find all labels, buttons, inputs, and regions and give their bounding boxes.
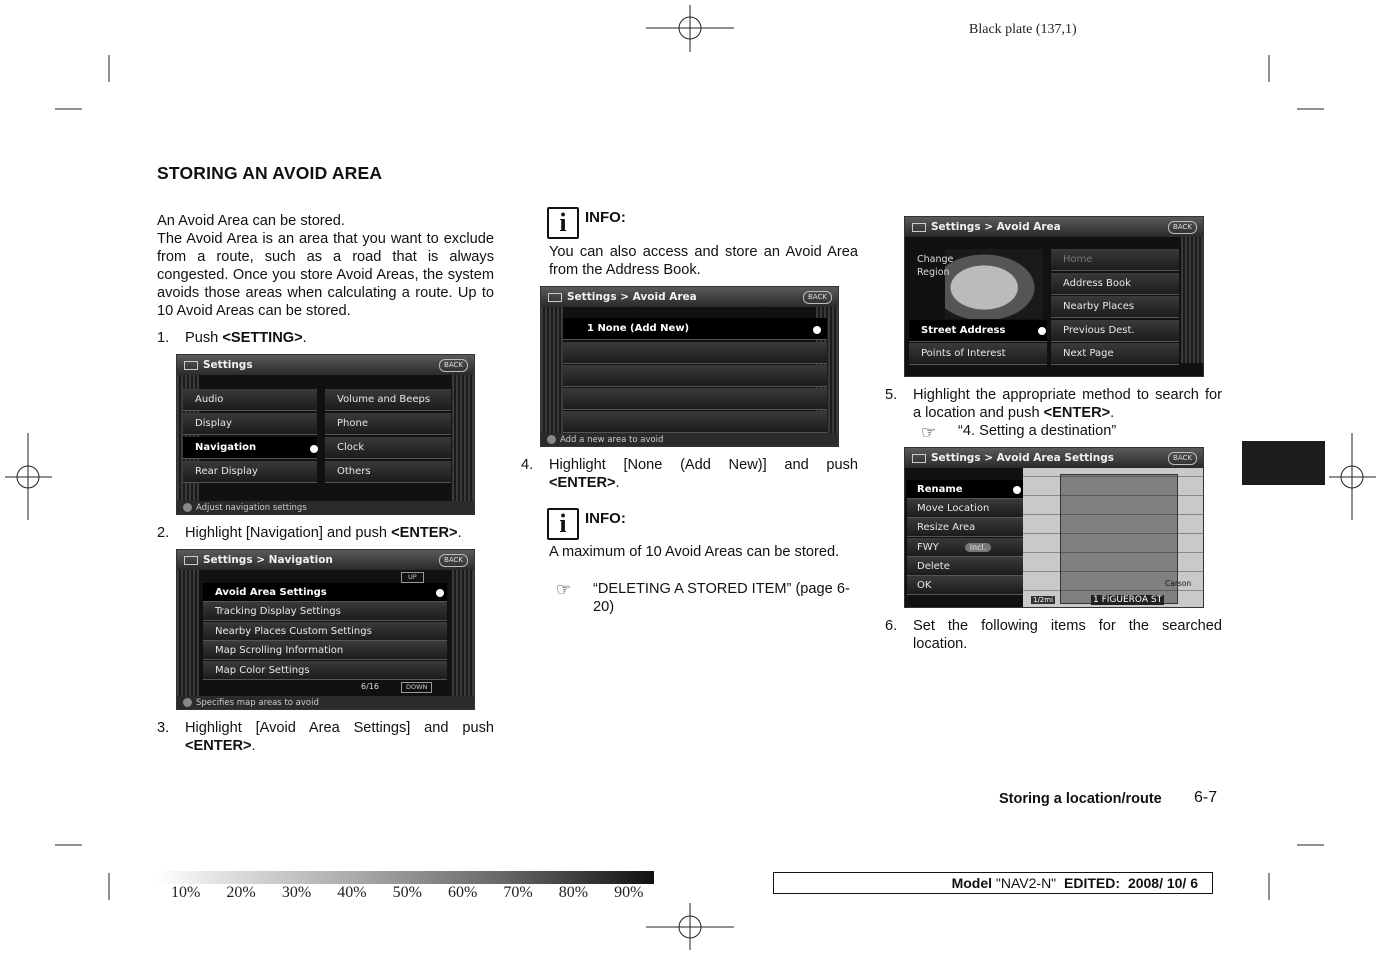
key-label: <ENTER> xyxy=(185,738,252,754)
screen-footer xyxy=(177,501,474,514)
selection-dot xyxy=(1038,327,1046,335)
dial-graphic xyxy=(1181,237,1203,363)
info-text-1: You can also access and store an Avoid Area from the Address Book. xyxy=(549,244,858,278)
screen-title: Settings > Avoid Area xyxy=(567,291,697,303)
section-title: STORING AN AVOID AREA xyxy=(157,163,383,183)
dial-graphic xyxy=(541,307,563,433)
page-indicator: 6/16 xyxy=(361,682,379,691)
reference-text: “4. Setting a destination” xyxy=(958,423,1117,439)
info-icon: i xyxy=(547,207,579,239)
step-text: Highlight [None (Add New)] and push xyxy=(549,457,858,473)
delete-item[interactable]: Delete xyxy=(907,557,1023,576)
footer-hint: Add a new area to avoid xyxy=(560,434,664,445)
scroll-up-button[interactable]: UP xyxy=(401,572,424,583)
list-item-avoid-area[interactable]: Avoid Area Settings xyxy=(203,583,447,602)
ramp-label: 60% xyxy=(447,884,478,901)
step-4 xyxy=(521,456,858,492)
screen-footer xyxy=(177,696,474,709)
back-button[interactable]: BACK xyxy=(1168,221,1197,234)
avoid-area-screen xyxy=(540,286,839,447)
step-text: Push xyxy=(185,330,223,346)
screen-title: Settings xyxy=(203,359,253,371)
menu-icon xyxy=(184,556,198,565)
step-punct: . xyxy=(251,738,256,754)
step-number: 3. xyxy=(157,720,170,736)
place-label: Carson xyxy=(1165,579,1192,588)
ramp-label: 80% xyxy=(558,884,589,901)
nearby-places-item[interactable]: Nearby Places xyxy=(1051,296,1179,318)
change-region-button[interactable]: Change Region xyxy=(917,254,954,278)
step-3 xyxy=(157,719,494,755)
screen-header xyxy=(541,287,838,307)
key-label: <ENTER> xyxy=(549,475,616,491)
map-scale: 1/2mi xyxy=(1033,596,1054,604)
selection-dot xyxy=(436,589,444,597)
street-address-item[interactable]: Street Address xyxy=(909,320,1047,342)
selection-dot xyxy=(310,445,318,453)
step-text: Highlight [Avoid Area Settings] and push xyxy=(185,720,494,736)
back-button[interactable]: BACK xyxy=(1168,452,1197,465)
dial-graphic xyxy=(452,375,474,501)
resize-area-item[interactable]: Resize Area xyxy=(907,518,1023,537)
plate-label: Black plate (137,1) xyxy=(969,22,1077,37)
step-2 xyxy=(157,524,494,542)
previous-dest-item[interactable]: Previous Dest. xyxy=(1051,320,1179,342)
screen-header xyxy=(177,355,474,375)
info-icon xyxy=(547,435,556,444)
list-item[interactable]: Tracking Display Settings xyxy=(203,602,447,621)
info-icon: i xyxy=(547,508,579,540)
model-label: Model xyxy=(951,875,993,891)
ramp-label: 10% xyxy=(171,884,201,901)
step-1 xyxy=(157,329,494,347)
step-number: 4. xyxy=(521,457,534,473)
fwy-toggle[interactable]: incl. xyxy=(965,543,991,552)
menu-item-clock[interactable]: Clock xyxy=(325,437,451,459)
intro-body: The Avoid Area is an area that you want to exclude from a route, such as a road that is always congested. Once you store Avoid Areas, the system avoids those areas when calculating a route. Up to 10 Avoid Areas can be stored. xyxy=(157,231,494,319)
key-label: <ENTER> xyxy=(391,525,458,541)
footer-hint: Specifies map areas to avoid xyxy=(196,697,319,708)
ramp-label: 30% xyxy=(281,884,312,901)
step-number: 2. xyxy=(157,525,170,541)
dial-graphic xyxy=(452,570,474,696)
step-text: Set the following items for the searched location. xyxy=(913,618,1222,652)
screen-title: Settings > Avoid Area xyxy=(931,221,1061,233)
ok-item[interactable]: OK xyxy=(907,576,1023,595)
step-text: Highlight the appropriate method to search for a location and push xyxy=(913,387,1222,421)
ramp-label: 20% xyxy=(226,884,256,901)
menu-item-phone[interactable]: Phone xyxy=(325,413,451,435)
intro-text xyxy=(157,212,494,320)
list-item[interactable]: Map Color Settings xyxy=(203,661,447,680)
step-punct: . xyxy=(457,525,462,541)
fwy-label: FWY xyxy=(917,541,939,553)
key-label: <ENTER> xyxy=(1043,405,1111,421)
reference-text: “DELETING A STORED ITEM” (page 6-20) xyxy=(593,581,850,615)
selection-dot xyxy=(813,326,821,334)
menu-item-audio[interactable]: Audio xyxy=(183,389,317,411)
screen-title: Settings > Navigation xyxy=(203,554,333,566)
navigation-settings-screen xyxy=(176,549,475,710)
menu-item-rear-display[interactable]: Rear Display xyxy=(183,461,317,483)
back-button[interactable]: BACK xyxy=(439,554,468,567)
model-box xyxy=(773,872,1213,894)
step-punct: . xyxy=(615,475,620,491)
model-name: "NAV2-N" xyxy=(995,875,1057,891)
menu-item-display[interactable]: Display xyxy=(183,413,317,435)
info-icon xyxy=(183,698,192,707)
menu-item-volume[interactable]: Volume and Beeps xyxy=(325,389,451,411)
menu-item-navigation[interactable]: Navigation xyxy=(183,437,317,459)
footer-section-title: Storing a location/route xyxy=(999,791,1162,807)
back-button[interactable]: BACK xyxy=(803,291,832,304)
menu-icon xyxy=(548,293,562,302)
list-item[interactable]: Nearby Places Custom Settings xyxy=(203,622,447,641)
screen-title: Settings > Avoid Area Settings xyxy=(931,452,1114,464)
step-text: Highlight [Navigation] and push xyxy=(185,525,392,541)
edited-label: EDITED: xyxy=(1064,875,1121,891)
info-heading-1 xyxy=(547,207,626,239)
avoid-area-settings-screen xyxy=(904,447,1204,608)
avoid-area-search-screen xyxy=(904,216,1204,377)
step-number: 1. xyxy=(157,330,170,346)
ramp-label: 70% xyxy=(503,884,533,901)
menu-icon xyxy=(184,361,198,370)
avoid-area-rectangle xyxy=(1060,474,1178,604)
list-item[interactable]: Map Scrolling Information xyxy=(203,641,447,660)
menu-item-others[interactable]: Others xyxy=(325,461,451,483)
next-page-item[interactable]: Next Page xyxy=(1051,343,1179,365)
street-name: 1 FIGUEROA ST xyxy=(1093,595,1163,605)
screen-footer xyxy=(541,433,838,446)
ramp-label: 90% xyxy=(614,884,644,901)
rename-item[interactable]: Rename xyxy=(907,480,1023,499)
intro-line: An Avoid Area can be stored. xyxy=(157,213,345,229)
chapter-tab xyxy=(1242,441,1325,485)
step-punct: . xyxy=(1110,405,1115,421)
gray-ramp xyxy=(156,871,654,884)
points-of-interest-item[interactable]: Points of Interest xyxy=(909,343,1047,365)
home-item[interactable]: Home xyxy=(1051,249,1179,271)
info-label: INFO: xyxy=(585,208,626,226)
info-label: INFO: xyxy=(585,509,626,527)
empty-slot xyxy=(563,342,827,364)
selection-dot xyxy=(1013,486,1021,494)
info-heading-2 xyxy=(547,508,626,540)
back-button[interactable]: BACK xyxy=(439,359,468,372)
move-location-item[interactable]: Move Location xyxy=(907,499,1023,518)
key-label: <SETTING> xyxy=(222,330,303,346)
info-text-2: A maximum of 10 Avoid Areas can be stored. xyxy=(549,544,840,560)
empty-slot xyxy=(563,365,827,387)
settings-screen xyxy=(176,354,475,515)
gray-ramp-scale xyxy=(158,884,658,902)
list-item-none-add-new[interactable]: 1 None (Add New) xyxy=(563,318,827,340)
empty-slot xyxy=(563,388,827,410)
page-number: 6-7 xyxy=(1194,789,1218,806)
footer-hint: Adjust navigation settings xyxy=(196,502,307,513)
empty-slot xyxy=(563,411,827,433)
menu-icon xyxy=(912,454,926,463)
screen-header xyxy=(905,448,1203,468)
step-number: 5. xyxy=(885,387,898,403)
step-punct: . xyxy=(302,330,307,346)
ramp-label: 50% xyxy=(392,884,422,901)
scroll-down-button[interactable]: DOWN xyxy=(401,682,432,693)
menu-icon xyxy=(912,223,926,232)
reference-hand-icon: ☞ xyxy=(556,580,572,599)
dial-graphic xyxy=(177,570,199,696)
screen-header xyxy=(177,550,474,570)
ramp-label: 40% xyxy=(337,884,367,901)
info-icon xyxy=(183,503,192,512)
address-book-item[interactable]: Address Book xyxy=(1051,273,1179,295)
step-6 xyxy=(885,617,1222,653)
reference-hand-icon: ☞ xyxy=(921,423,937,442)
edited-date: 2008/ 10/ 6 xyxy=(1127,875,1198,891)
screen-header xyxy=(905,217,1203,237)
step-5 xyxy=(885,386,1222,422)
fwy-item[interactable] xyxy=(907,538,1023,557)
step-number: 6. xyxy=(885,618,898,634)
